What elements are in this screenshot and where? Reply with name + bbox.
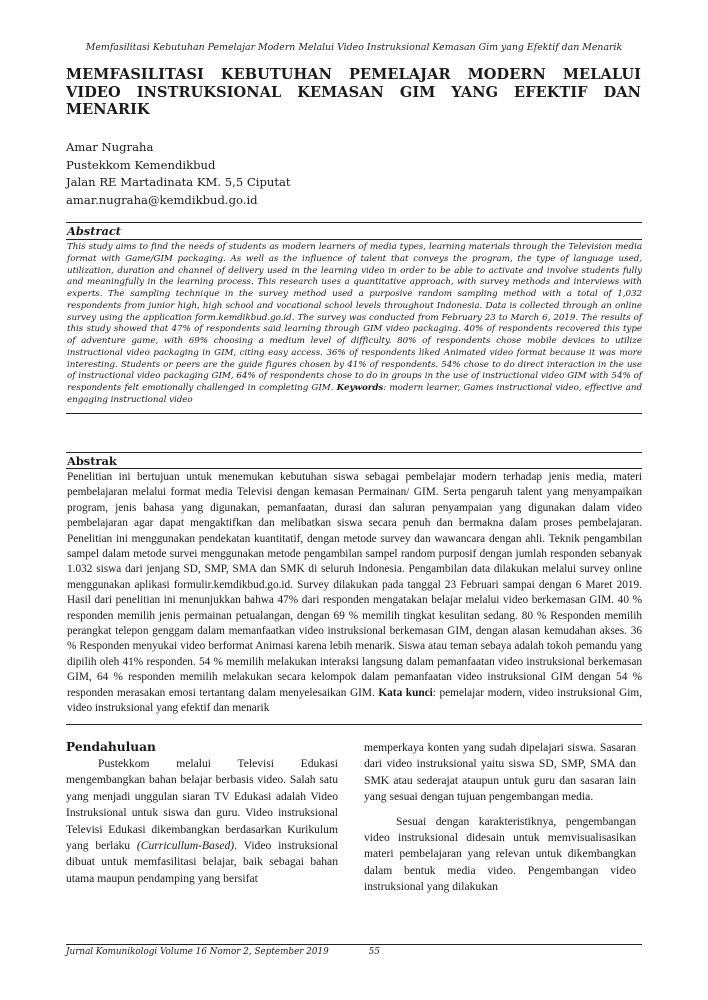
author-email: amar.nugraha@kemdikbud.go.id — [66, 192, 258, 207]
intro-p1-text: Pustekkom melalui Televisi Edukasi mengembangkan bahan belajar berbasis video. Salah satu yang menjadi unggulan siaran TV Edukasi adalah Video Instruksional untuk siswa dan guru. Video instruksional Televisi Edukasi dikembangkan berdasarkan Kurikulum yang berlaku — [66, 757, 338, 853]
abstrak-keywords-label: Kata kunci — [378, 686, 433, 699]
page-number: 55 — [368, 947, 380, 957]
intro-paragraph-2: Sesuai dengan karakteristiknya, pengembangan video instruksional didesain untuk memvisualisasikan materi pembelajaran yang relevan untuk dikembangkan dalam bentuk media video. Pengembangan video instruksional yang dilakukan — [364, 814, 636, 894]
author-affiliation: Pustekkom Kemendikbud — [66, 157, 216, 172]
intro-p1-italic: (Curricullum-Based) — [136, 839, 235, 853]
abstract-text — [66, 240, 642, 413]
author-address: Jalan RE Martadinata KM. 5,5 Ciputat — [66, 175, 291, 190]
right-column — [364, 740, 636, 896]
abstrak-body-text: Penelitian ini bertujuan untuk menemukan kebutuhan siswa sebagai pembelajar modern terhadap jenis media, materi pembelajaran melalui format media Televisi dengan kemasan Permainan/ GIM. Serta pengaruh talent yang menyampaikan program, jenis bahasa yang digunakan, pemanfaatan, durasi dan saluran penyampaian yang digunakan dalam video pembelajaran agar dapat mengaktifkan dan melibatkan siswa secara penuh dan bermakna dalam proses pembelajaran. Penelitian ini menggunakan pendekatan kuantitatif, dengan metode survey dan wawancara dengan ahli. Teknik pengambilan sampel dalam metode survei menggunakan metode pengambilan sampel random purposif dengan jumlah responden sebanyak 1.032 siswa dari jenjang SD, SMP, SMA dan SMK di seluruh Indonesia. Pengambilan data dilakukan melalui survey online menggunakan aplikasi formulir.kemdikbud.go.id. Survey dilakukan pada tanggal 23 Februari sampai dengan 6 Maret 2019. Hasil dari penelitian ini menunjukkan bahwa 47% dari responden mengatakan belajar melalui video berkemasan GIM. 40 % responden memilih jenis permainan petualangan, dengan 69 % memilih tingkat kesulitan sedang. 80 % Responden memilih perangkat telepon genggam dalam memanfaatkan video instruksional berkemasan GIM, dengan alasan kemudahan akses. 36 % Responden menyukai video berformat Animasi karena lebih menarik. Siswa atau teman sebaya adalah tokoh pemandu yang dipilih oleh 41% responden. 54 % memilih melakukan interaksi langsung dalam pemanfaatan video instruksional berkemasan GIM, 64 % responden memilih melakukan secara kelompok dalam pemanfaatan video instruksional GIM dengan 54 % responden merasakan emosi tertantang dalam menyelesaikan GIM. — [67, 471, 642, 699]
left-column — [66, 738, 338, 887]
paper-title: MEMFASILITASI KEBUTUHAN PEMELAJAR MODERN MELALUI VIDEO INSTRUKSIONAL KEMASAN GIM YANG EFEKTIF DAN MENARIK — [66, 66, 641, 118]
intro-paragraph-1 — [66, 756, 338, 887]
author-block — [66, 139, 291, 209]
intro-paragraph-1-continued: memperkaya konten yang sudah dipelajari siswa. Sasaran dari video instruksional yaitu siswa SD, SMP, SMA dan SMK atau sederajat ataupun untuk guru dan sasaran lain yang sesuai dengan tujuan pengembangan media. — [364, 741, 636, 804]
running-head: Memfasilitasi Kebutuhan Pemelajar Modern Melalui Video Instruksional Kemasan Gim yang Efektif dan Menarik — [85, 42, 623, 53]
footer-journal: Jurnal Komunikologi Volume 16 Nomor 2, September 2019 — [66, 947, 329, 957]
abstract-keywords: : modern learner, Games instructional video, effective and engaging instructional video — [67, 383, 642, 405]
abstract-keywords-label: Keywords — [336, 383, 384, 393]
abstrak-keywords: : pemelajar modern, video instruksional Gim, video instruksional yang efektif dan menarik — [67, 686, 643, 715]
abstrak-heading: Abstrak — [66, 453, 642, 469]
intro-p1-text-after: . Video instruksional dibuat untuk memfasilitasi belajar, baik sebagai bahan utama maupun pendamping yang bersifat — [66, 839, 338, 885]
author-name: Amar Nugraha — [66, 140, 154, 154]
abstract-heading: Abstract — [66, 223, 642, 240]
page-footer — [66, 944, 642, 957]
abstrak-section — [66, 452, 642, 725]
section-heading-pendahuluan: Pendahuluan — [66, 740, 156, 754]
abstract-section — [66, 222, 642, 414]
abstract-body-text: This study aims to find the needs of students as modern learners of media types, learning materials through the Television media format with Game/GIM packaging. As well as the influence of talent that conveys the program, the type of language used, utilization, duration and channel of delivery used in the learning video in order to be able to activate and involve students fully and meaningfully in the learning process. This research uses a quantitative approach, with survey methods and interviews with experts. The sampling technique in the survey method used a purposive random sampling method with a total of 1,032 respondents from junior high, high school and vocational school levels throughout Indonesia. Data is collected through an online survey using the application form.kemdikbud.go.id. The survey was conducted from February 23 to March 6, 2019. The results of this study showed that 47% of respondents said learning through GIM video packaging. 40% of respondents recovered this type of adventure game, with 69% choosing a medium level of difficulty. 80% of respondents chose mobile devices to utilize instructional video packaging in GIM, citing easy access. 36% of respondents liked Animated video format because it was more interesting. Students or peers are the guide figures chosen by 41% of respondents. 54% chose to do direct interaction in the use of instructional video packaging GIM, 64% of respondents chose to do in groups in the use of instructional video GIM with 54% of respondents felt emotionally challenged in completing GIM. — [67, 242, 642, 393]
abstrak-text — [66, 469, 642, 724]
